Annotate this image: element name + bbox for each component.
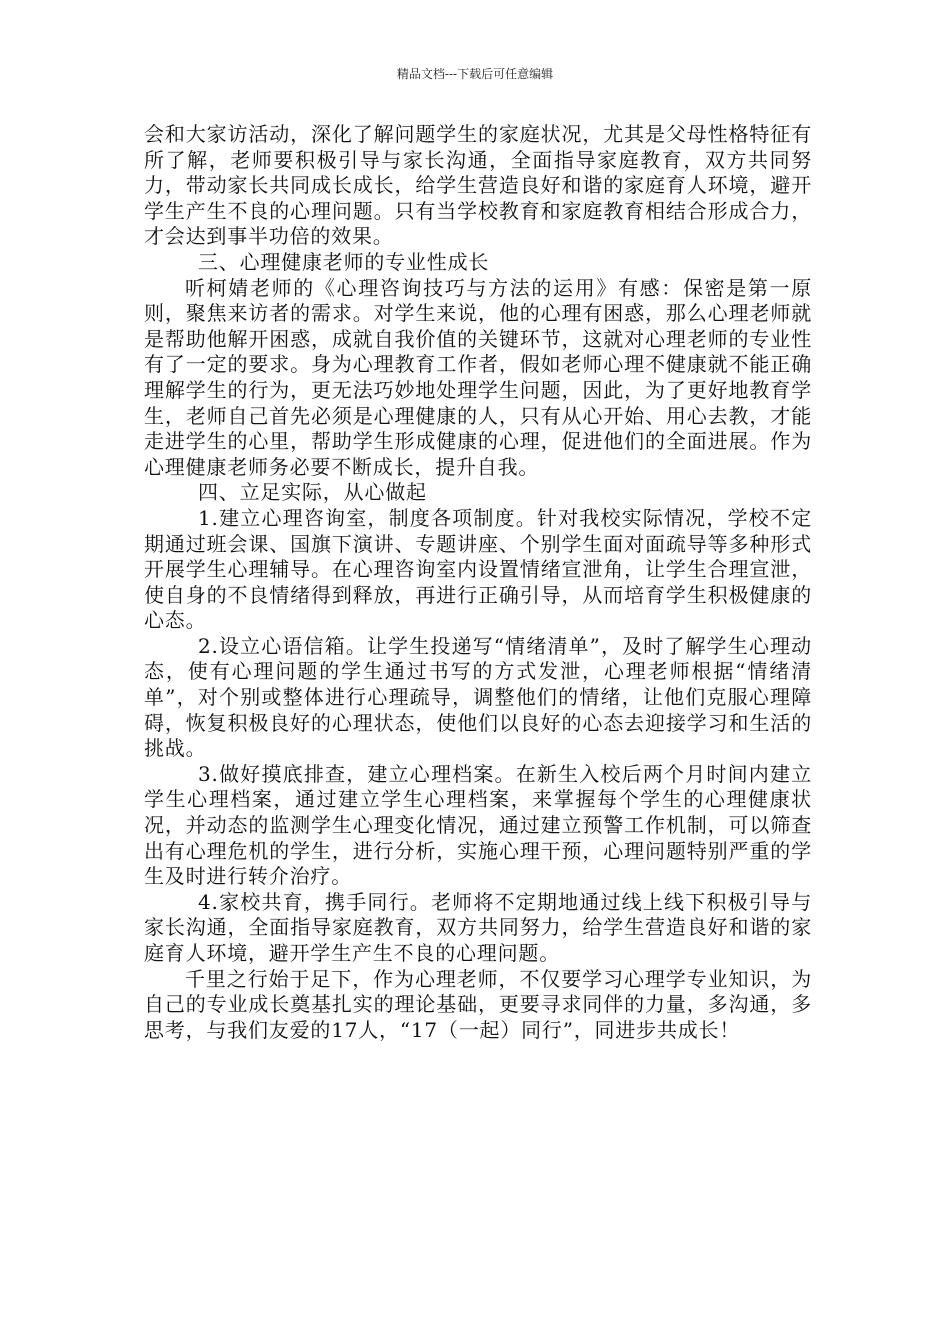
paragraph-conclusion: 千里之行始于足下，作为心理老师，不仅要学习心理学专业知识，为自己的专业成长奠基扎实的理论基础，更要寻求同伴的力量，多沟通，多思考，与我们友爱的17人，“17（一起）同行”，同进步共成长！: [144, 966, 812, 1042]
list-item-4: 4.家校共育，携手同行。老师将不定期地通过线上线下积极引导与家长沟通，全面指导家庭教育，双方共同努力，给学生营造良好和谐的家庭育人环境，避开学生产生不良的心理问题。: [144, 889, 812, 965]
section-heading-3: 三、心理健康老师的专业性成长: [198, 249, 490, 274]
page-header: 精品文档---下载后可任意编辑: [396, 67, 554, 81]
paragraph-professional-growth: 听柯婧老师的《心理咨询技巧与方法的运用》有感：保密是第一原则，聚焦来访者的需求。对学生来说，他的心理有困惑，那么心理老师就是帮助他解开困惑，成就自我价值的关键环节，这就对心理老师的专业性有了一定的要求。身为心理教育工作者，假如老师心理不健康就不能正确理解学生的行为，更无法巧妙地处理学生问题，因此，为了更好地教育学生，老师自己首先必须是心理健康的人，只有从心开始、用心去教，才能走进学生的心里，帮助学生形成健康的心理，促进他们的全面进展。作为心理健康老师务必要不断成长，提升自我。: [144, 275, 812, 479]
list-item-3: 3.做好摸底排查，建立心理档案。在新生入校后两个月时间内建立学生心理档案，通过建立学生心理档案，来掌握每个学生的心理健康状况，并动态的监测学生心理变化情况，通过建立预警工作机制，可以筛查出有心理危机的学生，进行分析，实施心理干预，心理问题特别严重的学生及时进行转介治疗。: [144, 761, 812, 889]
document-body: [144, 122, 812, 1043]
paragraph-continuation: 会和大家访活动，深化了解问题学生的家庭状况，尤其是父母性格特征有所了解，老师要积极引导与家长沟通，全面指导家庭教育，双方共同努力，带动家长共同成长成长，给学生营造良好和谐的家庭育人环境，避开学生产生不良的心理问题。只有当学校教育和家庭教育相结合形成合力，才会达到事半功倍的效果。: [144, 122, 812, 249]
list-item-1: 1.建立心理咨询室，制度各项制度。针对我校实际情况，学校不定期通过班会课、国旗下演讲、专题讲座、个别学生面对面疏导等多种形式开展学生心理辅导。在心理咨询室内设置情绪宣泄角，让学生合理宣泄，使自身的不良情绪得到释放，再进行正确引导，从而培育学生积极健康的心态。: [144, 505, 812, 633]
section-heading-4: 四、立足实际，从心做起: [198, 480, 427, 505]
list-item-2: 2.设立心语信箱。让学生投递写“情绪清单”，及时了解学生心理动态，使有心理问题的学生通过书写的方式发泄，心理老师根据“情绪清单”，对个别或整体进行心理疏导，调整他们的情绪，让他们克服心理障碍，恢复积极良好的心理状态，使他们以良好的心态去迎接学习和生活的挑战。: [144, 633, 812, 761]
